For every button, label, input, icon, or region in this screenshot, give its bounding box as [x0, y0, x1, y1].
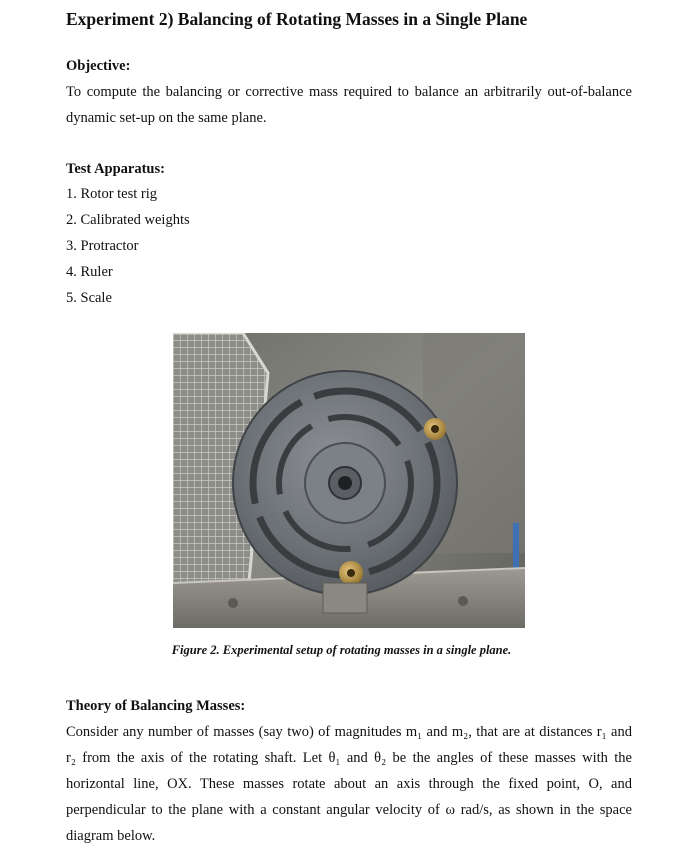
apparatus-item: 3. Protractor	[66, 238, 139, 254]
theory-line-2: r₂ from the axis of the rotating shaft. Let θ₁ and θ₂ be the angles of these masses with the	[66, 750, 632, 766]
apparatus-item: 4. Ruler	[66, 264, 113, 280]
objective-line-2: dynamic set-up on the same plane.	[66, 110, 267, 126]
apparatus-heading: Test Apparatus:	[66, 161, 165, 177]
theory-heading: Theory of Balancing Masses:	[66, 698, 246, 714]
theory-line-1: Consider any number of masses (say two) of magnitudes m₁ and m₂, that are at distances r₁ and	[66, 724, 632, 740]
figure-caption: Figure 2. Experimental setup of rotating masses in a single plane.	[171, 643, 512, 657]
objective-heading: Objective:	[66, 58, 131, 74]
theory-line-3: horizontal line, OX. These masses rotate about an axis through the fixed point, O, and	[66, 776, 632, 792]
objective-line-1: To compute the balancing or corrective mass required to balance an arbitrarily out-of-balance	[66, 84, 632, 100]
page-title: Experiment 2) Balancing of Rotating Masses in a Single Plane	[66, 9, 528, 29]
theory-line-4: perpendicular to the plane with a constant angular velocity of ω rad/s, as shown in the space	[66, 802, 632, 818]
apparatus-item: 5. Scale	[66, 290, 112, 306]
apparatus-item: 1. Rotor test rig	[66, 186, 158, 202]
apparatus-item: 2. Calibrated weights	[66, 212, 190, 228]
theory-line-5: diagram below.	[66, 828, 156, 844]
rotor-rig-photo	[173, 333, 525, 628]
